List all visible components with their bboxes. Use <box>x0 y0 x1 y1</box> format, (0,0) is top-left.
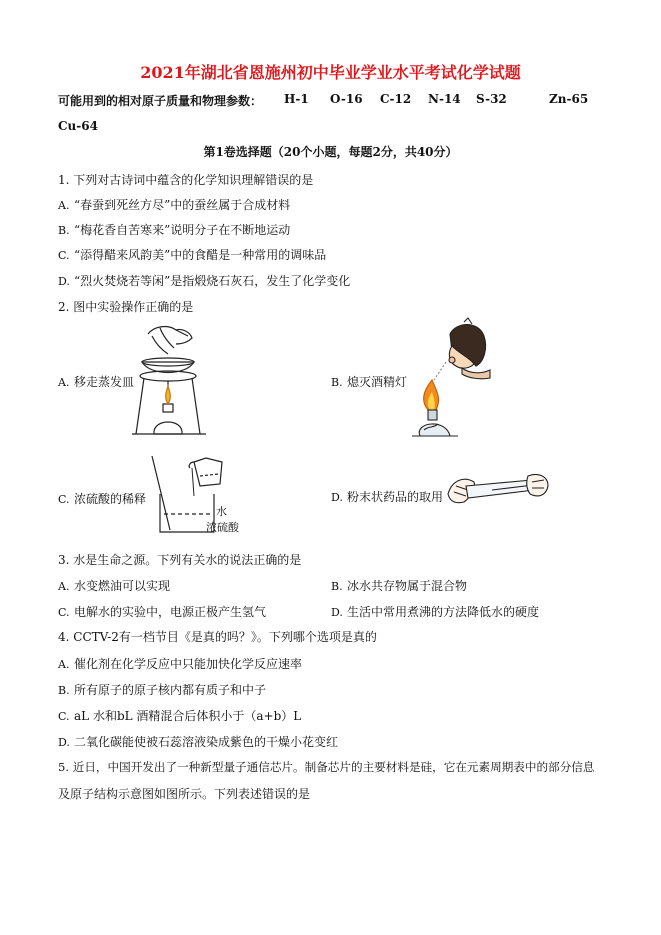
q3-option-a-letter: A. <box>58 580 70 593</box>
q1-option-c <box>58 246 326 263</box>
q2-option-d-letter: D. <box>331 491 343 504</box>
q2-option-c <box>58 490 146 507</box>
q4-stem: 4. CCTV-2有一档节目《是真的吗？》。下列哪个选项是真的 <box>58 630 377 644</box>
q2-option-b-text: 熄灭酒精灯 <box>347 375 408 389</box>
atomic-mass-params <box>58 92 598 108</box>
q1-option-c-text: “添得醋来风韵美”中的食醋是一种常用的调味品 <box>74 248 327 262</box>
q4-option-d-text: 二氧化碳能使被石蕊溶液染成紫色的干燥小花变红 <box>74 735 339 749</box>
param-cu: Cu-64 <box>58 119 98 133</box>
q3-option-a <box>58 577 170 594</box>
q1-option-c-letter: C. <box>58 249 70 262</box>
q4-option-c <box>58 707 301 724</box>
q2-option-d <box>331 488 443 505</box>
q3-option-a-text: 水变燃油可以实现 <box>74 579 171 593</box>
evaporating-dish-figure <box>130 322 210 437</box>
q1-option-d-text: “烈火焚烧若等闲”是指煅烧石灰石，发生了化学变化 <box>74 274 351 288</box>
q1-option-a <box>58 196 290 213</box>
q3-option-d <box>331 603 539 620</box>
q1-option-a-letter: A. <box>58 199 70 212</box>
q3-option-b-text: 冰水共存物属于混合物 <box>347 579 468 593</box>
q2-option-a <box>58 373 134 390</box>
param-o: O-16 <box>330 92 363 106</box>
q3-option-c-text: 电解水的实验中，电源正极产生氢气 <box>74 605 267 619</box>
water-label: 水 <box>216 505 227 518</box>
q2-option-a-letter: A. <box>58 376 70 389</box>
params-label: 可能用到的相对原子质量和物理参数： <box>58 94 263 108</box>
q4-option-a-letter: A. <box>58 658 70 671</box>
q4-option-d <box>58 733 338 750</box>
q1-option-d <box>58 272 350 289</box>
q3-option-c-letter: C. <box>58 606 70 619</box>
q3-option-b-letter: B. <box>331 580 343 593</box>
q4-option-b-text: 所有原子的原子核内都有质子和中子 <box>74 683 267 697</box>
q2-option-b-letter: B. <box>331 376 343 389</box>
param-s: S-32 <box>476 92 507 106</box>
q4-option-b-letter: B. <box>58 684 70 697</box>
q4-option-b <box>58 681 266 698</box>
acid-label: 浓硫酸 <box>206 521 239 534</box>
q1-option-b <box>58 221 290 238</box>
q3-option-c <box>58 603 266 620</box>
param-h: H-1 <box>284 92 309 106</box>
q3-option-d-letter: D. <box>331 606 343 619</box>
q4-option-d-letter: D. <box>58 736 70 749</box>
q3-stem: 3. 水是生命之源。下列有关水的说法正确的是 <box>58 553 302 567</box>
exam-title: 2021年湖北省恩施州初中毕业学业水平考试化学试题 <box>140 63 521 82</box>
q4-option-c-text: aL 水和bL 酒精混合后体积小于（a+b）L <box>74 709 302 723</box>
q2-option-d-text: 粉末状药品的取用 <box>347 490 444 504</box>
q4-option-a-text: 催化剂在化学反应中只能加快化学反应速率 <box>74 657 303 671</box>
param-zn: Zn-65 <box>549 92 589 106</box>
q1-option-d-letter: D. <box>58 275 70 288</box>
q5-line1: 5. 近日，中国开发出了一种新型量子通信芯片。制备芯片的主要材料是硅，它在元素周期表中的部分信息 <box>58 760 595 774</box>
q4-option-c-letter: C. <box>58 710 70 723</box>
q4-option-a <box>58 655 302 672</box>
q1-option-a-text: “春蚕到死丝方尽”中的蚕丝属于合成材料 <box>74 198 291 212</box>
q1-option-b-letter: B. <box>58 224 70 237</box>
powder-test-tube-figure <box>446 468 550 518</box>
q5-line2: 及原子结构示意图如图所示。下列表述错误的是 <box>58 787 311 801</box>
q2-option-c-letter: C. <box>58 493 70 506</box>
blow-out-lamp-figure <box>412 318 492 438</box>
q1-option-b-text: “梅花香自苦寒来”说明分子在不断地运动 <box>74 223 291 237</box>
q3-option-d-text: 生活中常用煮沸的方法降低水的硬度 <box>347 605 540 619</box>
q3-option-b <box>331 577 467 594</box>
q2-option-b <box>331 373 407 390</box>
param-n: N-14 <box>428 92 461 106</box>
q2-option-a-text: 移走蒸发皿 <box>74 375 135 389</box>
q1-stem: 1. 下列对古诗词中蕴含的化学知识理解错误的是 <box>58 173 314 187</box>
param-c: C-12 <box>380 92 412 106</box>
q2-option-c-text: 浓硫酸的稀释 <box>74 492 147 506</box>
q2-stem: 2. 图中实验操作正确的是 <box>58 300 194 314</box>
section-header: 第1卷选择题（20个小题，每题2分，共40分） <box>203 145 458 159</box>
